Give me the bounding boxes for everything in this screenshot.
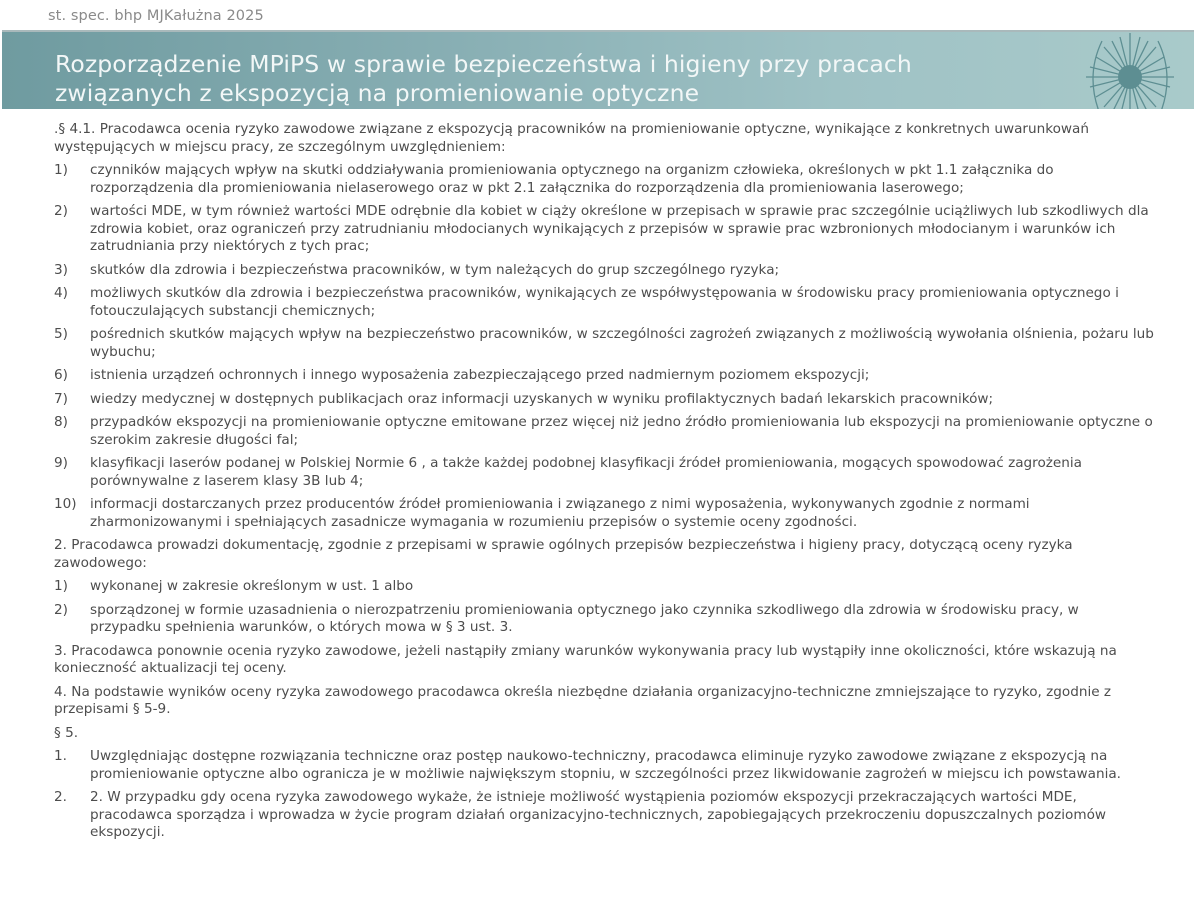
list-item <box>54 455 1154 490</box>
item-text: klasyfikacji laserów podanej w Polskiej Normie 6 , a także każdej podobnej klasyfikacji źródeł promieniowania, mogących spowodować zagrożenia porównywalne z laserem klasy 3B lub 4; <box>90 455 1082 489</box>
item-number: 10) <box>54 496 77 512</box>
item-number: 1) <box>54 162 68 178</box>
item-text: sporządzonej w formie uzasadnienia o nierozpatrzeniu promieniowania optycznego jako czynnika szkodliwego dla zdrowia w środowisku pracy, w przypadku spełnienia warunków, o których mowa w § 3 ust. 3. <box>90 601 1079 635</box>
list-item <box>54 789 1154 842</box>
list-item <box>54 285 1154 320</box>
item-text: Uwzględniając dostępne rozwiązania techniczne oraz postęp naukowo-techniczny, pracodawca eliminuje ryzyko zawodowe związane z ekspozycją na promieniowanie optyczne albo ogranicza je w możliwie największym stopniu, w szczególności przez likwidowanie zagrożeń w miejscu ich powstawania. <box>90 748 1122 782</box>
section5-list <box>54 748 1154 842</box>
section4-paragraph-4: 4. Na podstawie wyników oceny ryzyka zawodowego pracodawca określa niezbędne działania organizacyjno-techniczne zmniejszające to ryzyko, zgodnie z przepisami § 5-9. <box>54 683 1112 717</box>
section5-heading: § 5. <box>54 724 79 741</box>
laser-radiation-icon <box>1082 33 1178 109</box>
list-item <box>54 748 1154 783</box>
item-text: czynników mających wpływ na skutki oddziaływania promieniowania optycznego na organizm człowieka, określonych w pkt 1.1 załącznika do rozporządzenia dla promieniowania nielaserowego oraz w pkt 2.1 załącznika do rozporządzenia dla promieniowania laserowego; <box>90 162 1054 196</box>
item-text: istnienia urządzeń ochronnych i innego wyposażenia zabezpieczającego przed nadmiernym poziomem ekspozycji; <box>90 367 870 383</box>
item-number: 2) <box>54 601 68 618</box>
list-item <box>54 391 1154 409</box>
list-item <box>54 578 1154 596</box>
item-number: 8) <box>54 414 68 430</box>
item-text: 2. W przypadku gdy ocena ryzyka zawodowego wykaże, że istnieje możliwość wystąpienia poziomów ekspozycji przekraczających wartości MDE, pracodawca sporządza i wprowadza w życie program działań organizacyjno-technicznych, zapobiegających przekroczeniu dopuszczalnych poziomów ekspozycji. <box>90 789 1107 840</box>
title-banner <box>2 30 1194 109</box>
item-number: 7) <box>54 390 68 407</box>
item-number: 1. <box>54 748 67 764</box>
item-number: 6) <box>54 367 68 383</box>
list-item <box>54 262 1154 280</box>
list-item <box>54 414 1154 449</box>
list-item <box>54 326 1154 361</box>
slide-title: Rozporządzenie MPiPS w sprawie bezpieczeństwa i higieny przy pracach związanych z ekspozycją na promieniowanie optyczne <box>55 50 912 107</box>
section4-intro: .§ 4.1. Pracodawca ocenia ryzyko zawodowe związane z ekspozycją pracowników na promieniowanie optyczne, wynikające z konkretnych uwarunkowań występujących w miejscu pracy, ze szczególnym uwzględnieniem: <box>54 121 1089 155</box>
list-item <box>54 367 1154 385</box>
item-text: przypadków ekspozycji na promieniowanie optyczne emitowane przez więcej niż jedno źródło promieniowania lub ekspozycji na promieniowanie optyczne o szerokim zakresie długości fal; <box>90 414 1153 448</box>
section4-p2-list <box>54 578 1154 637</box>
section4-paragraph-3: 3. Pracodawca ponownie ocenia ryzyko zawodowe, jeżeli nastąpiły zmiany warunków wykonywania pracy lub wystąpiły inne okoliczności, które wskazują na konieczność aktualizacji tej oceny. <box>54 642 1117 676</box>
list-item <box>54 496 1154 531</box>
item-number: 3) <box>54 261 68 278</box>
author-footer-label: st. spec. bhp MJKałużna 2025 <box>48 8 264 24</box>
list-item <box>54 203 1154 256</box>
regulation-text <box>54 121 1154 848</box>
item-number: 2) <box>54 203 68 219</box>
list-item <box>54 162 1154 197</box>
section4-paragraph-2: 2. Pracodawca prowadzi dokumentację, zgodnie z przepisami w sprawie ogólnych przepisów bezpieczeństwa i higieny pracy, dotyczącą oceny ryzyka zawodowego: <box>54 537 1073 571</box>
item-text: wykonanej w zakresie określonym w ust. 1 albo <box>90 578 414 594</box>
item-number: 5) <box>54 326 68 342</box>
item-text: pośrednich skutków mających wpływ na bezpieczeństwo pracowników, w szczególności zagrożeń związanych z możliwością wywołania olśnienia, pożaru lub wybuchu; <box>90 326 1154 360</box>
item-number: 1) <box>54 578 68 594</box>
item-text: skutków dla zdrowia i bezpieczeństwa pracowników, w tym należących do grup szczególnego ryzyka; <box>90 261 780 278</box>
item-text: wiedzy medycznej w dostępnych publikacjach oraz informacji uzyskanych w wyniku profilaktycznych badań lekarskich pracowników; <box>90 390 994 407</box>
item-number: 9) <box>54 455 68 471</box>
item-number: 2. <box>54 789 67 805</box>
item-text: możliwych skutków dla zdrowia i bezpieczeństwa pracowników, wynikających ze współwystępowania w środowisku pracy promieniowania optycznego i fotouczulających substancji chemicznych; <box>90 285 1119 319</box>
item-number: 4) <box>54 285 68 301</box>
list-item <box>54 602 1154 637</box>
item-text: wartości MDE, w tym również wartości MDE odrębnie dla kobiet w ciąży określone w przepisach w sprawie prac szczególnie uciążliwych lub szkodliwych dla zdrowia kobiet, oraz ograniczeń przy zatrudnianiu młodocianych wynikających z przepisów w sprawie prac wzbronionych młodocianym i warunków ich zatrudniania przy niektórych z tych prac; <box>90 203 1149 254</box>
section4-list <box>54 162 1154 531</box>
item-text: informacji dostarczanych przez producentów źródeł promieniowania i związanego z nimi wyposażenia, wykonywanych zgodnie z normami zharmonizowanymi i spełniających zasadnicze wymagania w rozumieniu przepisów o systemie oceny zgodności. <box>90 496 1030 530</box>
